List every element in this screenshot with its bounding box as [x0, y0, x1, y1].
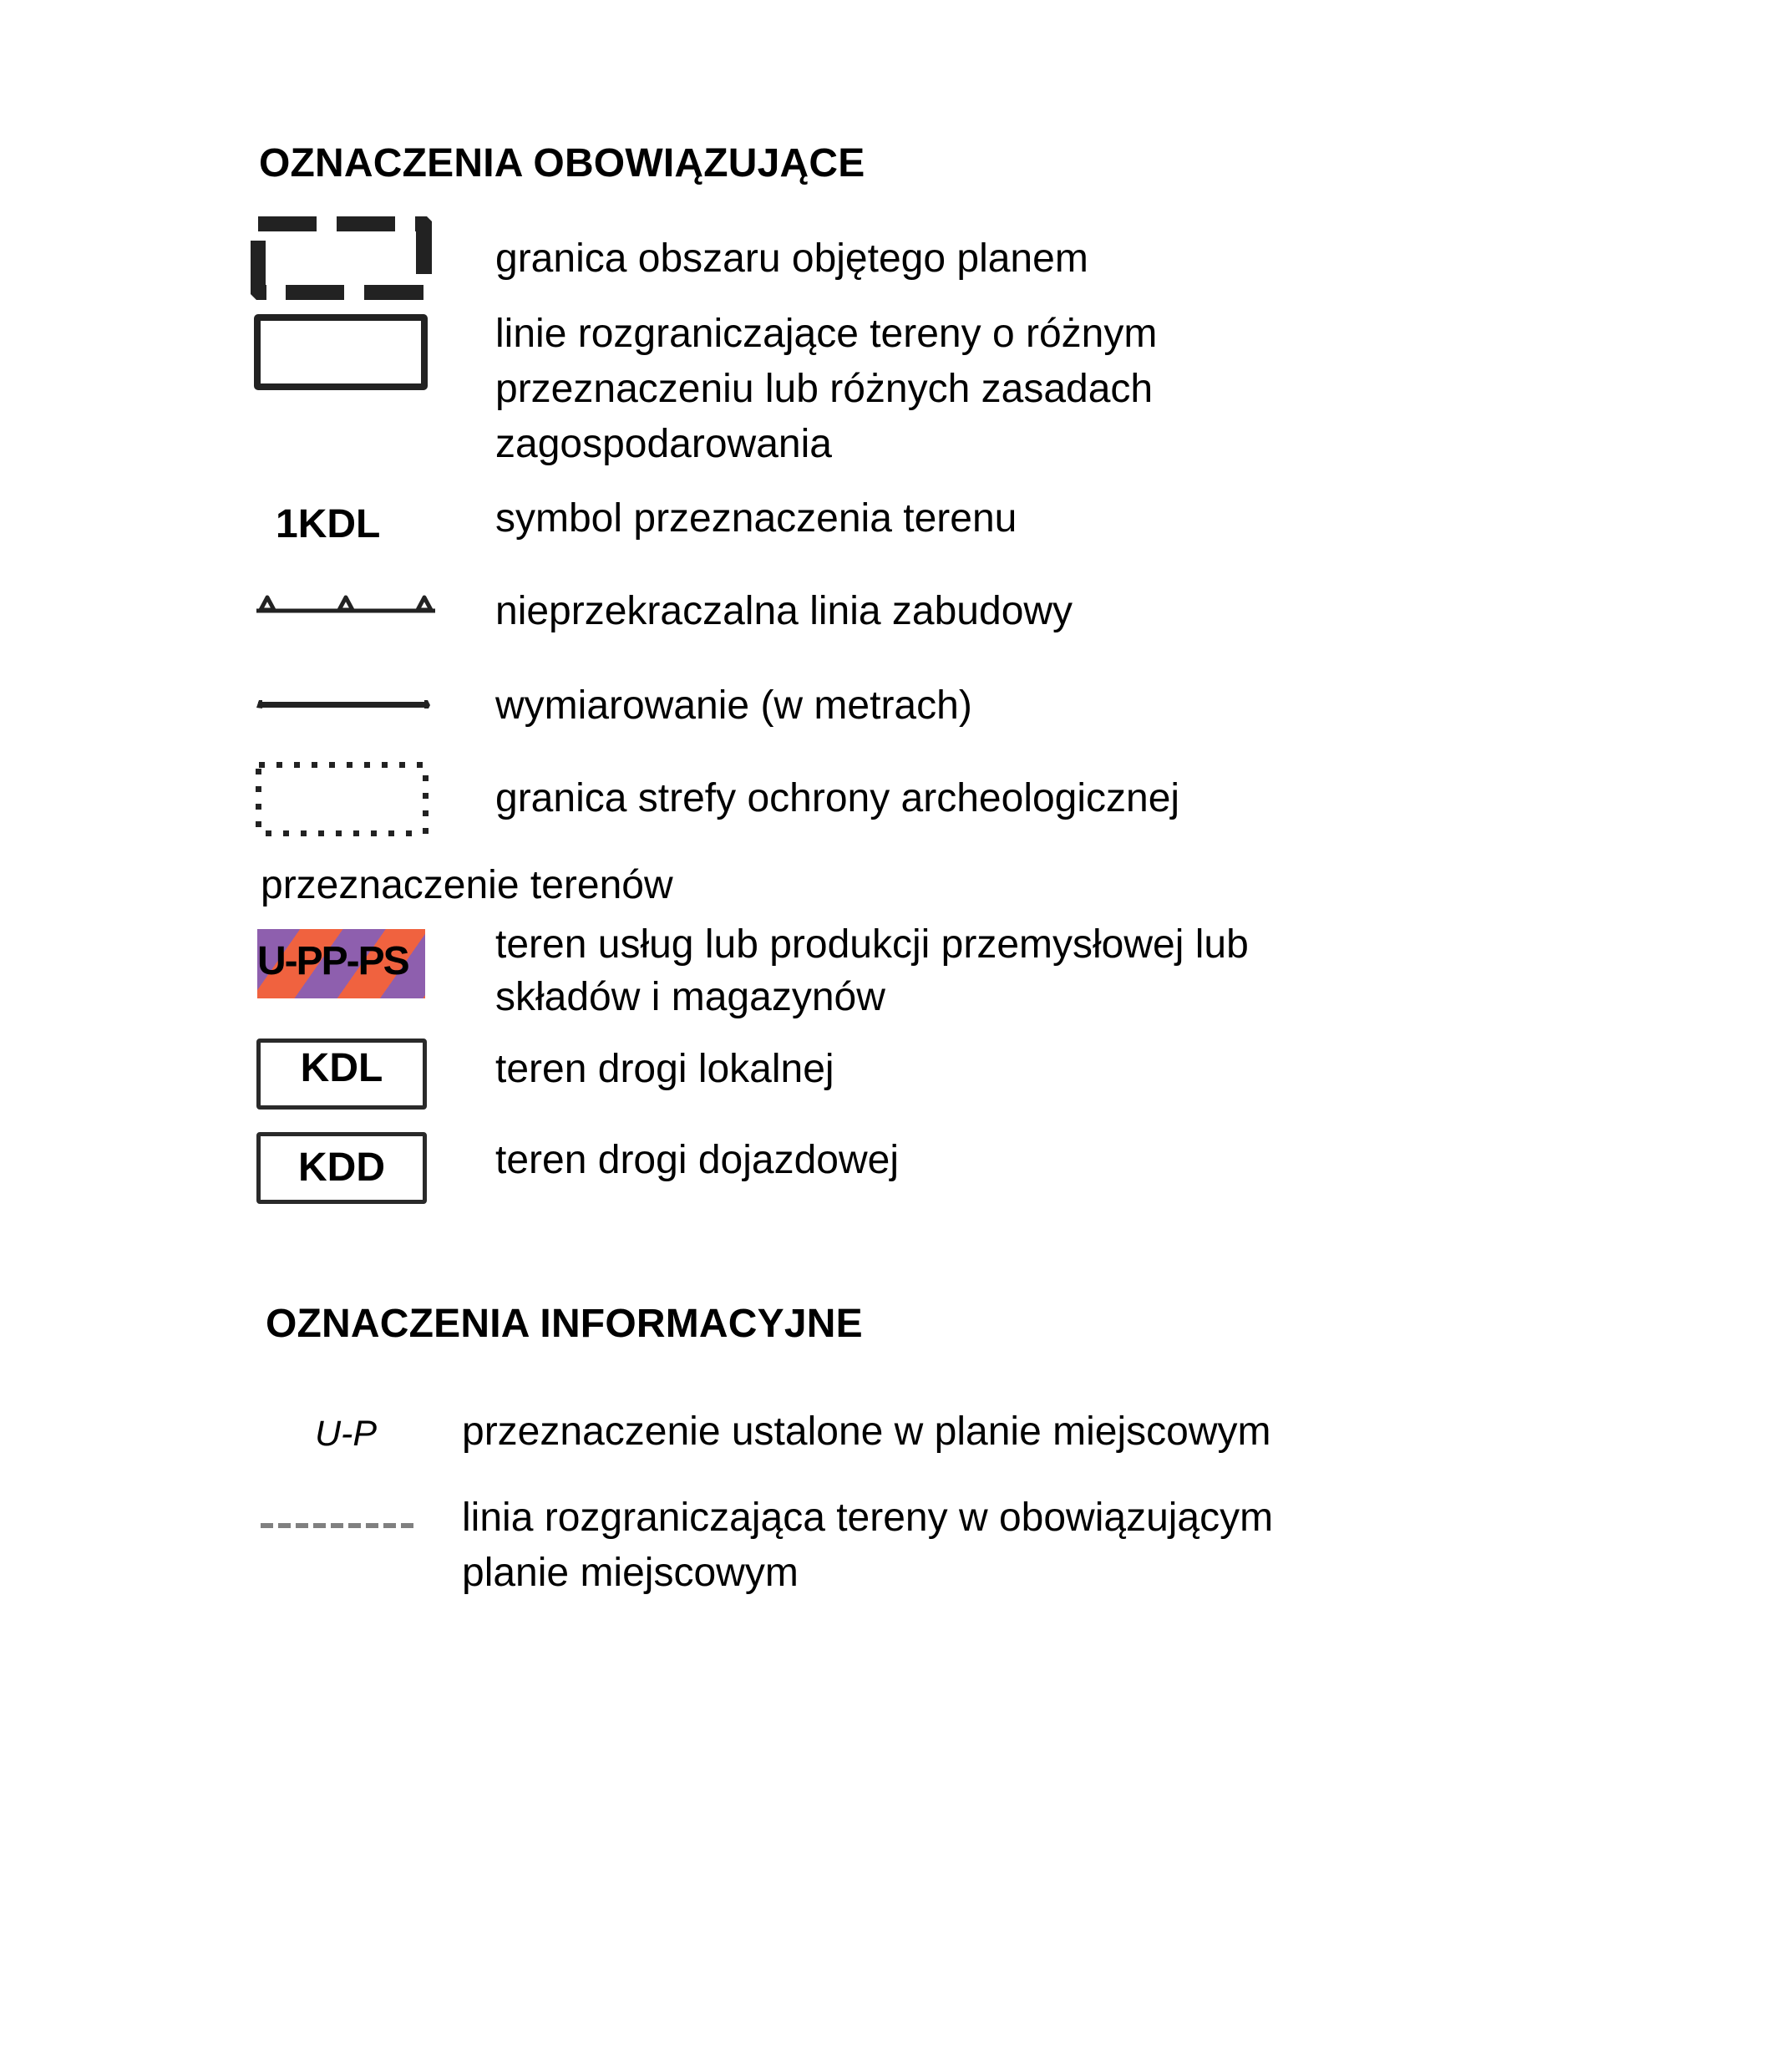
legend-label-line: przeznaczeniu lub różnych zasadach	[495, 367, 1154, 411]
dashed-boundary-icon	[246, 213, 439, 305]
dot-mark	[256, 786, 261, 792]
dot-mark	[347, 762, 352, 768]
land-use-symbol: U-PP-PS	[257, 939, 408, 983]
dot-mark	[388, 830, 394, 836]
land-use-symbol-example: 1KDL	[276, 502, 381, 546]
striped-land-use-swatch	[257, 929, 425, 998]
dot-mark	[256, 804, 261, 810]
land-use-symbol: KDL	[300, 1046, 383, 1090]
gray-dashed-line-icon	[259, 1519, 418, 1532]
dot-mark	[256, 769, 261, 774]
legend-label-line: zagospodarowania	[495, 422, 832, 466]
building-line-triangles-icon	[251, 589, 443, 622]
dot-mark	[336, 830, 342, 836]
dot-mark	[266, 830, 271, 836]
legend-label-line: planie miejscowym	[462, 1551, 799, 1595]
dot-mark	[371, 830, 377, 836]
dot-mark	[301, 830, 307, 836]
existing-plan-symbol: U-P	[315, 1414, 378, 1454]
dot-mark	[312, 762, 317, 768]
land-use-heading: przeznaczenie terenów	[261, 863, 673, 907]
dot-mark	[382, 762, 388, 768]
dot-mark	[294, 762, 300, 768]
land-use-symbol: KDD	[298, 1145, 385, 1190]
dot-mark	[364, 762, 370, 768]
legend-label	[462, 1491, 1273, 1601]
dotted-boundary-icon	[251, 757, 439, 840]
legend-label-line: teren usług lub produkcji przemysłowej lub	[495, 922, 1249, 967]
legend-label: teren drogi lokalnej	[495, 1047, 834, 1091]
solid-boundary-icon	[254, 314, 428, 390]
legend-label-line: linie rozgraniczające tereny o różnym	[495, 312, 1158, 356]
legend-label: wymiarowanie (w metrach)	[495, 683, 972, 728]
dot-mark	[406, 830, 412, 836]
dot-mark	[318, 830, 324, 836]
dot-mark	[423, 775, 429, 781]
dot-mark	[417, 762, 423, 768]
legend-label	[495, 918, 1249, 1023]
dot-mark	[256, 821, 261, 827]
legend-label	[495, 307, 1157, 472]
dot-mark	[399, 762, 405, 768]
dot-mark	[259, 762, 265, 768]
dot-mark	[283, 830, 289, 836]
legend-label: przeznaczenie ustalone w planie miejscowym	[462, 1409, 1271, 1454]
dot-mark	[276, 762, 282, 768]
info-section-title: OZNACZENIA INFORMACYJNE	[266, 1302, 863, 1346]
dimension-line-icon	[251, 693, 443, 719]
dot-mark	[423, 793, 429, 799]
dot-mark	[423, 828, 429, 834]
dot-mark	[423, 810, 429, 816]
legend-label: nieprzekraczalna linia zabudowy	[495, 589, 1073, 633]
legend-label: granica obszaru objętego planem	[495, 236, 1088, 281]
land-use-symbol-box	[256, 1132, 427, 1204]
binding-section-title: OZNACZENIA OBOWIĄZUJĄCE	[259, 141, 865, 185]
dot-mark	[353, 830, 359, 836]
land-use-symbol-box	[256, 1039, 427, 1110]
legend-label: symbol przeznaczenia terenu	[495, 496, 1017, 541]
legend-label-line: linia rozgraniczająca tereny w obowiązującym	[462, 1496, 1274, 1540]
legend-label: teren drogi dojazdowej	[495, 1138, 899, 1182]
legend-label: granica strefy ochrony archeologicznej	[495, 776, 1180, 820]
legend-label-line: składów i magazynów	[495, 975, 885, 1019]
dot-mark	[329, 762, 335, 768]
